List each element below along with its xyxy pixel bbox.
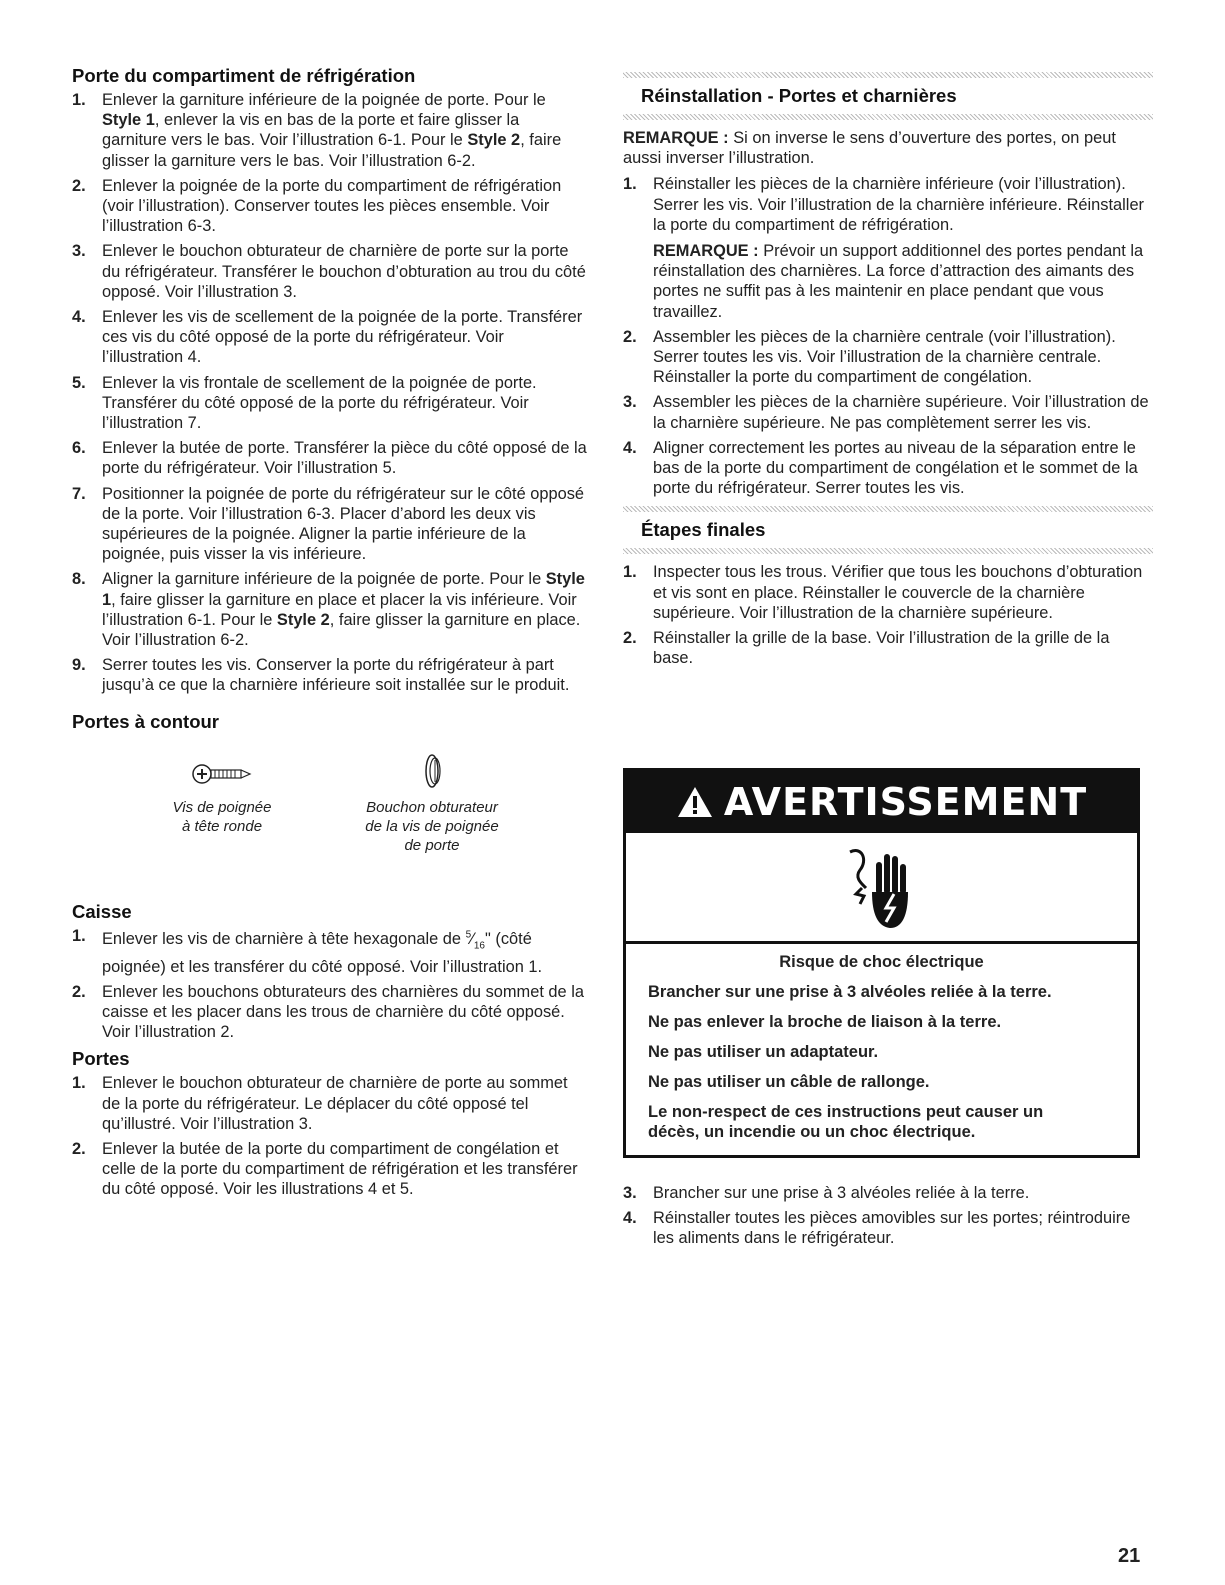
item-number: 1.	[72, 926, 86, 945]
section-header	[623, 506, 1153, 554]
right-column	[623, 72, 1153, 673]
warning-header	[626, 771, 1137, 833]
item-number: 1.	[72, 1074, 86, 1093]
warning-risk: Risque de choc électrique	[779, 953, 984, 971]
plug-figure	[337, 748, 527, 855]
item-number: 1.	[72, 91, 86, 109]
item-number: 3.	[623, 393, 637, 412]
handle-screw-figure	[142, 754, 302, 836]
item-number: 4.	[623, 438, 637, 457]
item-text: Positionner la poignée de porte du réfrigérateur sur le côté opposé de la porte. Voir l’illustration 6-3. Placer d’abord les deux vis supérieures de la poignée. Aligner la partie inférieure de la poignée, puis visser la vis inférieure.	[102, 484, 585, 564]
list-item	[623, 327, 1153, 388]
warning-consequence: Le non-respect de ces instructions peut causer un décès, un incendie ou un choc électrique.	[648, 1103, 1044, 1141]
list-item	[72, 1073, 587, 1134]
figure-caption: Bouchon obturateur	[366, 798, 498, 816]
list-item	[72, 655, 587, 695]
warning-title: AVERTISSEMENT	[723, 780, 1088, 824]
divider	[623, 548, 1153, 554]
note	[623, 128, 1153, 168]
warning-triangle-icon	[676, 785, 714, 819]
list-item	[72, 484, 587, 565]
item-number: 9.	[72, 656, 86, 675]
item-text: Enlever les bouchons obturateurs des charnières du sommet de la caisse et les placer dans les trous de charnière du côté opposé. Voir l’illustration 2.	[102, 982, 584, 1042]
item-text: Enlever la poignée de la porte du compartiment de réfrigération (voir l’illustration). Conserver toutes les pièces ensemble. Voir l’illustration 6-3.	[102, 176, 562, 236]
figure-caption: de porte	[404, 836, 460, 854]
parts-figures	[72, 736, 587, 896]
item-text: Assembler les pièces de la charnière supérieure. Voir l’illustration de la charnière supérieure. Ne pas complètement serrer les vis.	[653, 393, 1149, 432]
item-number: 8.	[72, 570, 86, 589]
figure-caption: de la vis de poignée	[365, 817, 499, 835]
item-text: Serrer toutes les vis. Conserver la porte du réfrigérateur à part jusqu’à ce que la charnière inférieure soit installée sur le produit.	[102, 656, 570, 695]
item-number: 4.	[623, 1209, 637, 1228]
plug-icon	[412, 748, 452, 794]
item-text: Enlever le bouchon obturateur de charnière de porte sur la porte du réfrigérateur. Transférer le bouchon d’obturation au trou du côté opposé. Voir l’illustration 3.	[102, 242, 586, 301]
item-number: 1.	[623, 175, 637, 194]
note-label: REMARQUE :	[623, 129, 729, 147]
item-text: Enlever la vis frontale de scellement de la poignée de porte. Transférer du côté opposé de la porte du réfrigérateur. Voir l’illustration 7.	[102, 373, 537, 433]
item-text: Enlever les vis de charnière à tête hexagonale de $^5⁄_{16}$" (côté poignée) et les transférer du côté opposé. Voir l’illustration 1.	[102, 929, 543, 976]
item-number: 3.	[72, 242, 86, 261]
list-item	[72, 176, 587, 237]
section-header	[623, 72, 1153, 120]
item-number: 2.	[623, 327, 637, 346]
warning-line: Ne pas utiliser un câble de rallonge.	[648, 1073, 930, 1091]
list-item	[72, 569, 587, 650]
list-item	[623, 1208, 1153, 1248]
item-text: Enlever le bouchon obturateur de charnière de porte au sommet de la porte du réfrigérateur. Le déplacer du côté opposé tel qu’illustré. Voir l’illustration 3.	[102, 1074, 568, 1133]
warning-text	[626, 944, 1137, 1142]
left-column	[72, 64, 587, 1205]
step-list	[72, 1073, 587, 1199]
item-number: 5.	[72, 373, 86, 392]
electric-shock-hand-icon	[842, 842, 922, 932]
section-title: Porte du compartiment de réfrigération	[72, 65, 416, 86]
list-item	[623, 562, 1153, 623]
list-item	[72, 90, 587, 171]
step-list	[623, 562, 1153, 668]
list-item	[72, 982, 587, 1043]
step-list	[72, 90, 587, 696]
item-number: 2.	[623, 629, 637, 648]
item-number: 2.	[72, 1140, 86, 1159]
list-item	[72, 373, 587, 434]
section-title: Étapes finales	[641, 519, 766, 541]
section-title: Réinstallation - Portes et charnières	[641, 85, 957, 106]
screw-icon	[182, 754, 262, 794]
item-text: Inspecter tous les trous. Vérifier que tous les bouchons d’obturation et vis sont en place. Réinstaller le couvercle de la charnière supérieure. Voir l’illustration de la charnière supérieure.	[653, 563, 1143, 622]
list-item	[623, 1183, 1153, 1203]
list-item	[623, 438, 1153, 499]
list-item	[623, 392, 1153, 432]
warning-box	[623, 768, 1140, 1158]
item-number: 2.	[72, 982, 86, 1001]
figure-caption: Vis de poignée	[172, 798, 272, 816]
item-text: Réinstaller les pièces de la charnière inférieure (voir l’illustration). Serrer les vis. Voir l’illustration de la charnière inférieure. Réinstaller la porte du compartiment de réfrigération. REMARQUE : Prévoir un support additionnel des portes pendant la réinstallation des charnières. La force d’attraction des aimants des portes ne suffit pas à les maintenir en place pendant que vous travaillez.	[653, 175, 1145, 321]
list-item	[72, 1139, 587, 1200]
shock-hazard-area	[626, 833, 1137, 944]
warning-line: Ne pas utiliser un adaptateur.	[648, 1043, 879, 1061]
warning-line: Ne pas enlever la broche de liaison à la terre.	[648, 1013, 1002, 1031]
list-item	[72, 926, 587, 977]
list-item	[72, 241, 587, 302]
right-column-bottom	[623, 1183, 1153, 1254]
list-item	[72, 307, 587, 368]
item-number: 3.	[623, 1184, 637, 1202]
warning-line: Brancher sur une prise à 3 alvéoles reliée à la terre.	[648, 983, 1052, 1001]
list-item	[623, 174, 1153, 321]
step-list	[623, 174, 1153, 498]
section-title: Portes à contour	[72, 710, 219, 732]
item-text: Réinstaller toutes les pièces amovibles sur les portes; réintroduire les aliments dans le réfrigérateur.	[653, 1209, 1131, 1248]
page-number: 21	[1118, 1545, 1141, 1567]
list-item	[623, 628, 1153, 668]
item-text: Réinstaller la grille de la base. Voir l’illustration de la grille de la base.	[653, 629, 1110, 668]
divider	[623, 114, 1153, 120]
step-list	[623, 1183, 1153, 1249]
item-number: 7.	[72, 484, 86, 503]
item-number: 2.	[72, 176, 86, 195]
figure-caption: à tête ronde	[181, 817, 263, 835]
list-item	[72, 438, 587, 478]
item-text: Enlever la butée de porte. Transférer la pièce du côté opposé de la porte du réfrigérateur. Voir l’illustration 5.	[102, 439, 587, 478]
item-text: Aligner la garniture inférieure de la poignée de porte. Pour le Style 1, faire glisser la garniture en place et placer la vis inférieure. Voir l’illustration 6-1. Pour le Style 2, faire glisser la garniture en place. Voir l’illustration 6-2.	[102, 570, 585, 650]
item-text: Brancher sur une prise à 3 alvéoles reliée à la terre.	[653, 1184, 1030, 1202]
item-text: Enlever les vis de scellement de la poignée de la porte. Transférer ces vis du côté opposé de la porte du réfrigérateur. Voir l’illustration 4.	[102, 308, 583, 367]
item-number: 6.	[72, 439, 86, 458]
item-number: 4.	[72, 308, 86, 327]
item-text: Enlever la garniture inférieure de la poignée de porte. Pour le Style 1, enlever la vis en bas de la porte et faire glisser la garniture vers le bas. Voir l’illustration 6-1. Pour le Style 2, faire glisser la garniture vers le bas. Voir l’illustration 6-2.	[102, 91, 562, 170]
item-text: Assembler les pièces de la charnière centrale (voir l’illustration). Serrer toutes les vis. Voir l’illustration de la charnière centrale. Réinstaller la porte du compartiment de congélation.	[653, 327, 1116, 387]
section-title: Caisse	[72, 900, 132, 922]
item-number: 1.	[623, 563, 637, 582]
section-title: Portes	[72, 1048, 130, 1070]
item-text: Enlever la butée de la porte du compartiment de congélation et celle de la porte du compartiment de réfrigération et les transférer du côté opposé. Voir les illustrations 4 et 5.	[102, 1140, 578, 1199]
step-list	[72, 926, 587, 1043]
item-text: Aligner correctement les portes au niveau de la séparation entre le bas de la porte du compartiment de congélation et le sommet de la porte du réfrigérateur. Serrer toutes les vis.	[653, 438, 1138, 498]
note-text: Si on inverse le sens d’ouverture des portes, on peut aussi inverser l’illustration.	[623, 129, 1116, 168]
